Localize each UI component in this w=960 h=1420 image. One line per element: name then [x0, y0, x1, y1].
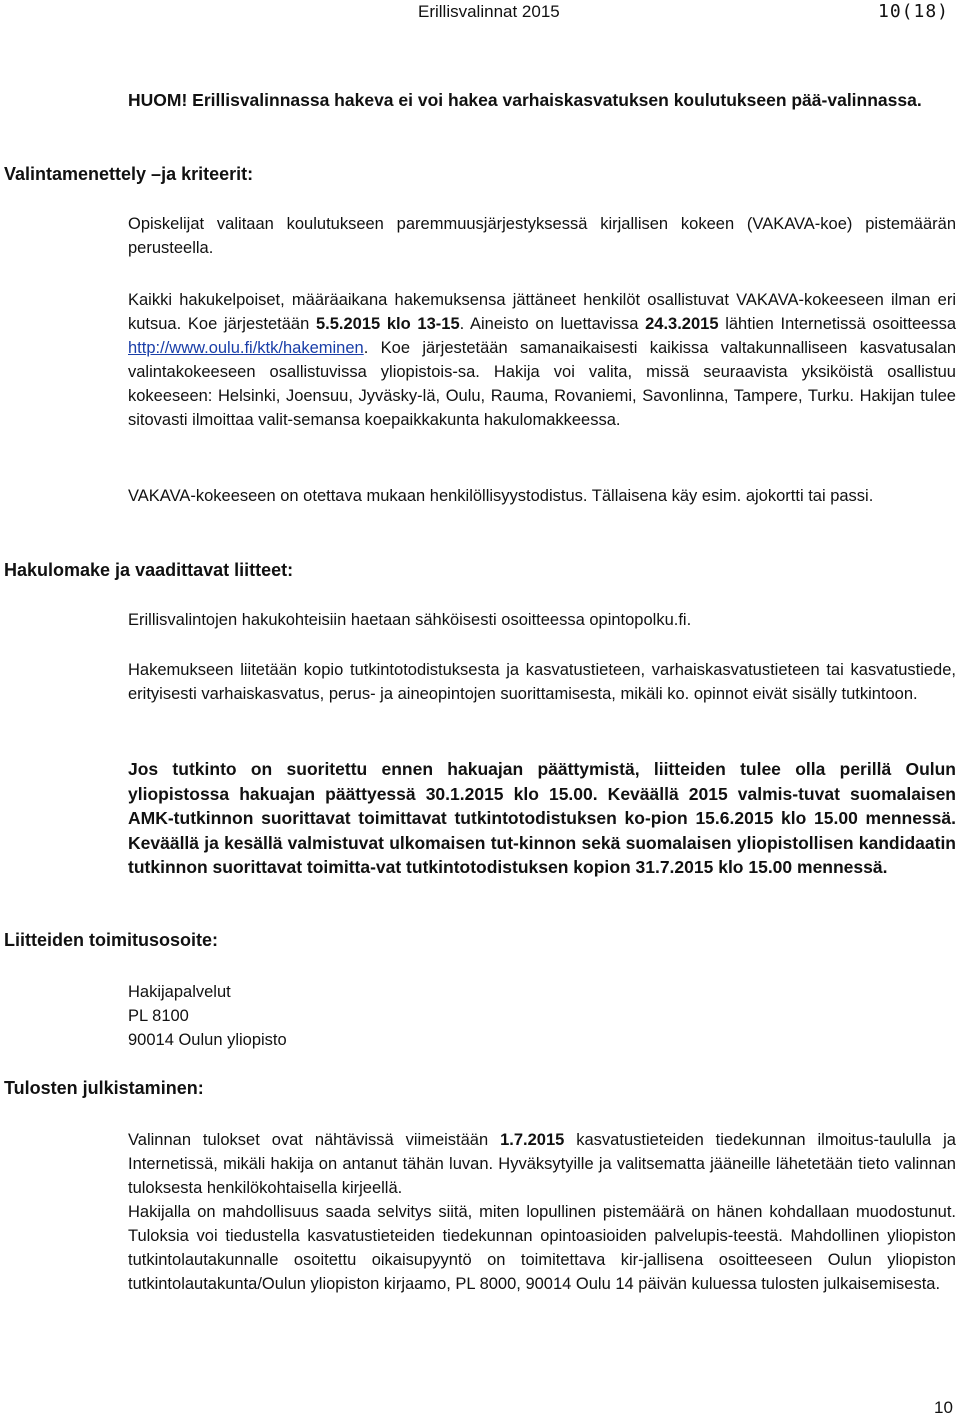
address-line: 90014 Oulun yliopisto — [128, 1031, 287, 1049]
results-para-1 — [128, 1128, 956, 1296]
text-span: lähtien Internetissä osoitteessa — [718, 315, 956, 333]
address-line: Hakijapalvelut — [128, 983, 231, 1001]
text-span: . Aineisto on luettavissa — [459, 315, 646, 333]
heading-results: Tulosten julkistaminen: — [4, 1078, 204, 1098]
results-date: 1.7.2015 — [500, 1131, 565, 1149]
exam-date: 5.5.2015 klo 13-15 — [315, 315, 460, 333]
heading-delivery: Liitteiden toimitusosoite: — [4, 930, 218, 950]
application-para-1: Erillisvalintojen hakukohteisiin haetaan sähköisesti osoitteessa opintopolku.fi. — [128, 611, 692, 629]
heading-selection: Valintamenettely –ja kriteerit: — [4, 164, 254, 184]
text-span: kasvatustieteiden tiedekunnan ilmoitus-taululla ja Internetissä, mikäli hakija on antanut tähän luvan. Hyväksytyille ja valitsematta jääneille lähetetään tieto valinnan tuloksesta henkilökohtaisella kirjeellä. — [128, 1131, 956, 1197]
selection-para-1: Opiskelijat valitaan koulutukseen paremmuusjärjestyksessä kirjallisen kokeen (VAKAVA-koe) pistemäärän perusteella. — [128, 215, 956, 257]
header-page-indicator: 10(18) — [878, 1, 950, 22]
address-line: PL 8100 — [128, 1007, 189, 1025]
material-date: 24.3.2015 — [645, 315, 719, 333]
text-span: Kaikki hakukelpoiset, määräaikana hakemuksensa jättäneet henkilöt osallistuvat VAKAVA-kokeeseen ilman eri kutsua. Koe järjestetään — [128, 291, 956, 333]
footer-page-number: 10 — [934, 1398, 953, 1417]
text-span: . Koe järjestetään samanaikaisesti kaikissa valtakunnalliseen kasvatusalan valintakokeeseen osallistuvissa yliopistois-sa. Hakija voi valita, missä seuraavista yksiköistä osallistuu kokeeseen: Helsinki, Joensuu, Jyväsky-lä, Oulu, Rauma, Rovaniemi, Savonlinna, Tampere, Turku. Hakijan tulee sitovasti ilmoittaa valit-semansa koepaikkakunta hakulomakkeessa. — [128, 339, 956, 429]
application-para-2: Hakemukseen liitetään kopio tutkintotodistuksesta ja kasvatustieteen, varhaiskasvatustieteen tai kasvatustiede, erityisesti varhaiskasvatus, perus- ja aineopintojen suorittamisesta, mikäli ko. opinnot eivät sisälly tutkintoon. — [128, 661, 956, 703]
selection-para-3: VAKAVA-kokeeseen on otettava mukaan henkilöllisyystodistus. Tällaisena käy esim. ajokortti tai passi. — [128, 487, 874, 505]
application-deadline-note: Jos tutkinto on suoritettu ennen hakuajan päättymistä, liitteiden tulee olla perillä Oulun yliopistossa hakuajan päättyessä 30.1.2015 klo 15.00. Keväällä 2015 valmis-tuvat suomalaisen AMK-tutkinnon suorittavat toimittavat tutkintotodistuksen ko-pion 15.6.2015 klo 15.00 mennessä. Keväällä ja kesällä valmistuvat ulkomaisen tut-kinnon sekä suomalaisen yliopistollisen kandidaatin tutkinnon suorittavat toimitta-vat tutkintotodistuksen kopion 31.7.2015 klo 15.00 mennessä. — [128, 759, 956, 877]
results-para-2: Hakijalla on mahdollisuus saada selvitys siitä, miten lopullinen pistemäärä on hänen kohdallaan muodostunut. Tuloksia voi tiedustella kasvatustieteiden tiedekunnan opintoasioiden palvelupis-teestä. Mahdollinen yliopiston tutkintolautakunnalle osoitettu oikaisupyyntö on toimitettava kir-jallisena osoitteeseen Oulun yliopiston tutkintolautakunta/Oulun yliopiston kirjaamo, PL 8000, 90014 Oulu 14 päivän kuluessa tulosten julkaisemisesta. — [128, 1203, 956, 1293]
header-title: Erillisvalinnat 2015 — [418, 2, 560, 21]
delivery-address — [128, 980, 956, 1052]
warning-note: HUOM! Erillisvalinnassa hakeva ei voi hakea varhaiskasvatuksen koulutukseen pää-valinnassa. — [128, 90, 922, 110]
heading-application: Hakulomake ja vaadittavat liitteet: — [4, 560, 294, 580]
selection-para-2 — [128, 288, 956, 432]
hakeminen-link[interactable]: http://www.oulu.fi/ktk/hakeminen — [128, 339, 364, 357]
text-span: Valinnan tulokset ovat nähtävissä viimeistään — [128, 1131, 501, 1149]
